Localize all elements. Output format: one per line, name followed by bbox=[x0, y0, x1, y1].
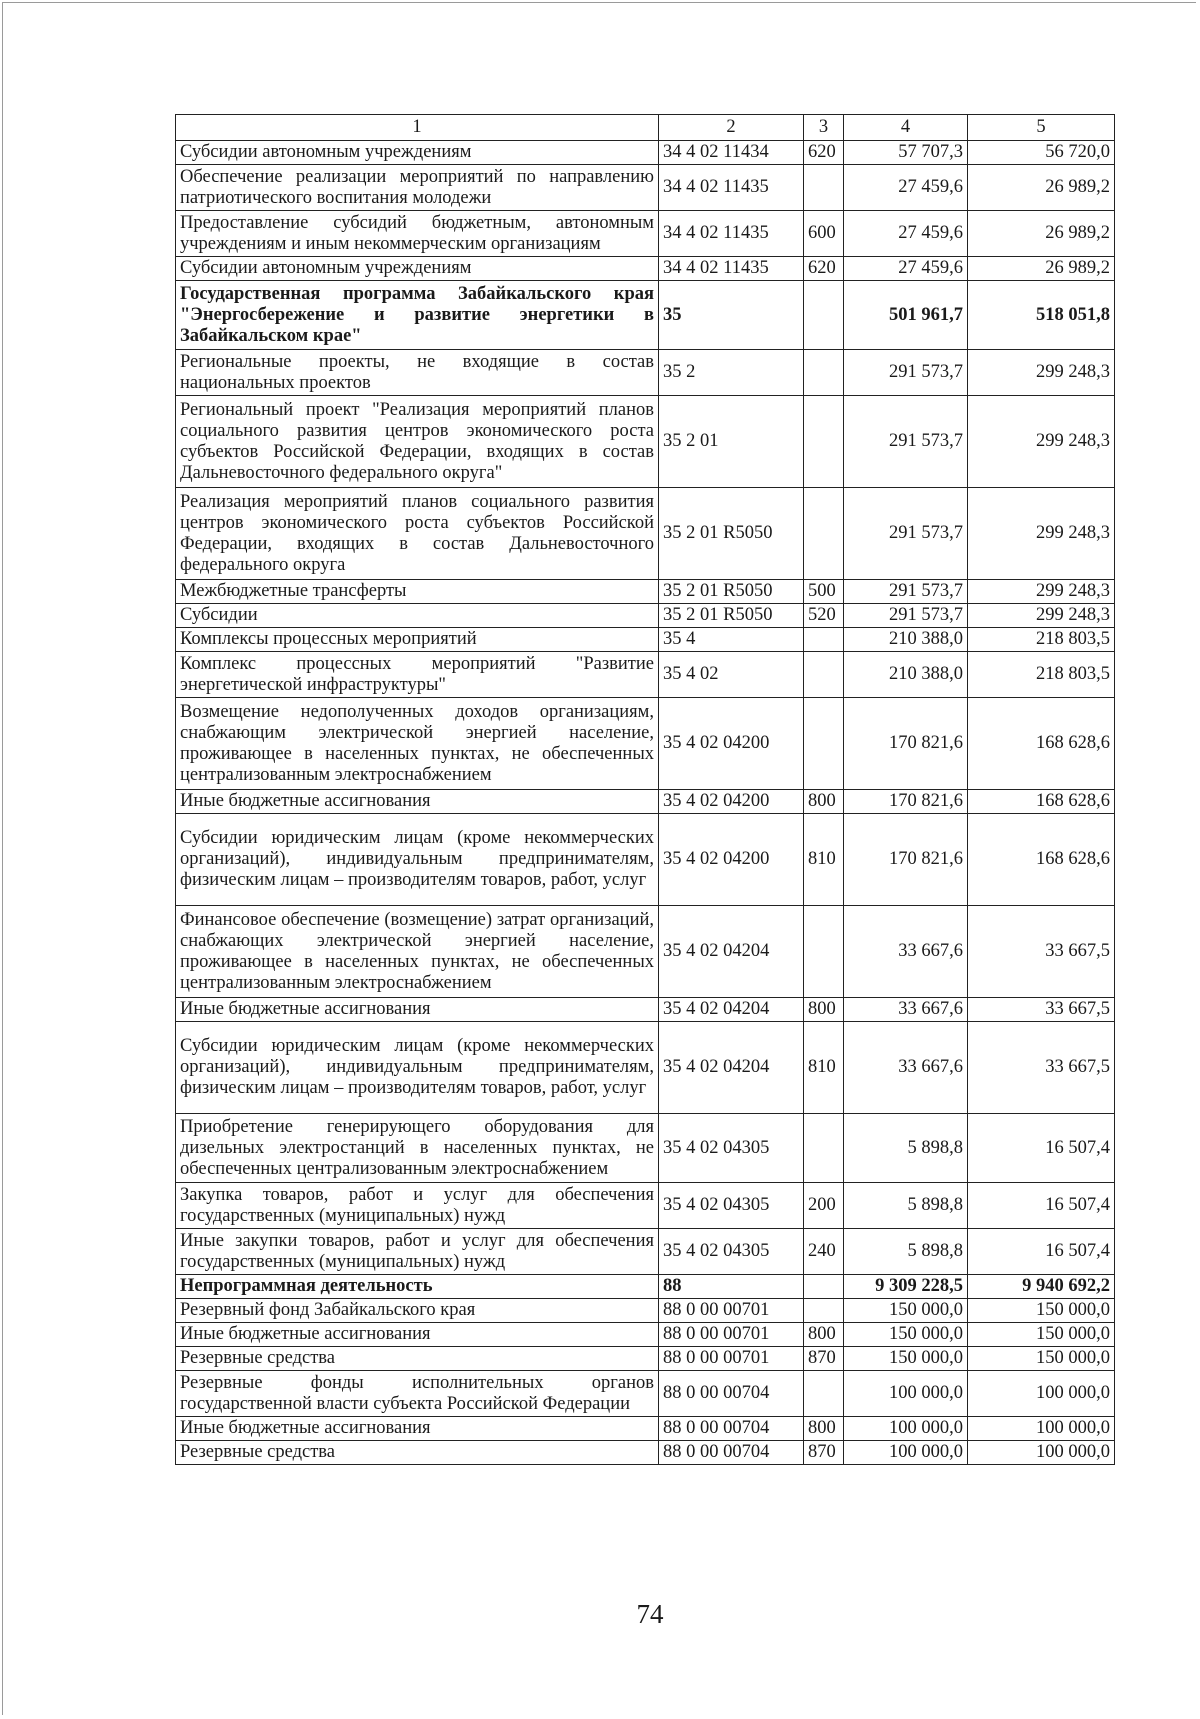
row-value-col4: 100 000,0 bbox=[844, 1417, 968, 1441]
row-name-cell: Обеспечение реализации мероприятий по направлению патриотического воспитания молодежи bbox=[176, 165, 659, 211]
row-name-cell: Непрограммная деятельность bbox=[176, 1275, 659, 1299]
header-col-1: 1 bbox=[176, 115, 659, 141]
row-type-cell: 810 bbox=[804, 1022, 844, 1114]
row-value-col5: 150 000,0 bbox=[968, 1323, 1115, 1347]
table-row bbox=[176, 814, 1115, 906]
header-col-4: 4 bbox=[844, 115, 968, 141]
table-row bbox=[176, 141, 1115, 165]
row-type-cell: 870 bbox=[804, 1347, 844, 1371]
row-value-col4: 291 573,7 bbox=[844, 604, 968, 628]
header-col-2: 2 bbox=[659, 115, 804, 141]
table-row bbox=[176, 628, 1115, 652]
row-value-col5: 218 803,5 bbox=[968, 628, 1115, 652]
row-name-cell: Субсидии автономным учреждениям bbox=[176, 257, 659, 281]
row-code-cell: 34 4 02 11435 bbox=[659, 211, 804, 257]
row-name-cell: Региональный проект "Реализация мероприятий планов социального развития центров экономического роста субъектов Российской Федерации, входящих в состав Дальневосточного федерального округа" bbox=[176, 396, 659, 488]
row-value-col4: 291 573,7 bbox=[844, 396, 968, 488]
row-type-cell bbox=[804, 1371, 844, 1417]
row-type-cell bbox=[804, 165, 844, 211]
row-value-col5: 218 803,5 bbox=[968, 652, 1115, 698]
row-name-cell: Резервные средства bbox=[176, 1347, 659, 1371]
row-name-cell: Иные бюджетные ассигнования bbox=[176, 790, 659, 814]
row-value-col4: 33 667,6 bbox=[844, 998, 968, 1022]
row-value-col5: 33 667,5 bbox=[968, 906, 1115, 998]
row-value-col4: 291 573,7 bbox=[844, 350, 968, 396]
row-name-cell: Субсидии bbox=[176, 604, 659, 628]
row-value-col5: 299 248,3 bbox=[968, 488, 1115, 580]
row-code-cell: 35 4 02 04200 bbox=[659, 814, 804, 906]
row-value-col5: 299 248,3 bbox=[968, 580, 1115, 604]
row-value-col5: 33 667,5 bbox=[968, 998, 1115, 1022]
row-code-cell: 88 0 00 00701 bbox=[659, 1347, 804, 1371]
row-type-cell: 600 bbox=[804, 211, 844, 257]
row-name-cell: Иные закупки товаров, работ и услуг для обеспечения государственных (муниципальных) нужд bbox=[176, 1229, 659, 1275]
row-value-col5: 150 000,0 bbox=[968, 1347, 1115, 1371]
row-name-cell: Иные бюджетные ассигнования bbox=[176, 1417, 659, 1441]
row-code-cell: 35 4 02 04204 bbox=[659, 906, 804, 998]
row-code-cell: 88 0 00 00704 bbox=[659, 1371, 804, 1417]
row-value-col5: 100 000,0 bbox=[968, 1371, 1115, 1417]
row-code-cell: 34 4 02 11434 bbox=[659, 141, 804, 165]
row-value-col5: 168 628,6 bbox=[968, 790, 1115, 814]
row-value-col4: 170 821,6 bbox=[844, 790, 968, 814]
row-value-col5: 150 000,0 bbox=[968, 1299, 1115, 1323]
row-value-col5: 26 989,2 bbox=[968, 211, 1115, 257]
row-value-col4: 5 898,8 bbox=[844, 1114, 968, 1183]
row-code-cell: 35 4 02 bbox=[659, 652, 804, 698]
table-body bbox=[176, 141, 1115, 1465]
row-value-col4: 5 898,8 bbox=[844, 1183, 968, 1229]
row-name-cell: Предоставление субсидий бюджетным, автономным учреждениям и иным некоммерческим организациям bbox=[176, 211, 659, 257]
row-code-cell: 88 0 00 00704 bbox=[659, 1417, 804, 1441]
table-row bbox=[176, 998, 1115, 1022]
row-name-cell: Резервный фонд Забайкальского края bbox=[176, 1299, 659, 1323]
table-row bbox=[176, 1347, 1115, 1371]
row-name-cell: Субсидии автономным учреждениям bbox=[176, 141, 659, 165]
row-name-cell: Комплексы процессных мероприятий bbox=[176, 628, 659, 652]
row-code-cell: 35 4 02 04305 bbox=[659, 1183, 804, 1229]
row-value-col4: 170 821,6 bbox=[844, 698, 968, 790]
row-name-cell: Резервные фонды исполнительных органов государственной власти субъекта Российской Федерации bbox=[176, 1371, 659, 1417]
row-value-col5: 168 628,6 bbox=[968, 698, 1115, 790]
row-value-col5: 168 628,6 bbox=[968, 814, 1115, 906]
row-value-col5: 299 248,3 bbox=[968, 604, 1115, 628]
row-code-cell: 35 2 bbox=[659, 350, 804, 396]
table-row bbox=[176, 1299, 1115, 1323]
row-type-cell bbox=[804, 281, 844, 350]
row-name-cell: Субсидии юридическим лицам (кроме некоммерческих организаций), индивидуальным предпринимателям, физическим лицам – производителям товаров, работ, услуг bbox=[176, 1022, 659, 1114]
table-row bbox=[176, 1441, 1115, 1465]
row-value-col4: 501 961,7 bbox=[844, 281, 968, 350]
row-value-col4: 100 000,0 bbox=[844, 1371, 968, 1417]
row-type-cell: 620 bbox=[804, 257, 844, 281]
row-name-cell: Реализация мероприятий планов социального развития центров экономического роста субъектов Российской Федерации, входящих в состав Дальневосточного федерального округа bbox=[176, 488, 659, 580]
row-name-cell: Комплекс процессных мероприятий "Развитие энергетической инфраструктуры" bbox=[176, 652, 659, 698]
row-type-cell: 800 bbox=[804, 1417, 844, 1441]
row-type-cell bbox=[804, 1275, 844, 1299]
row-name-cell: Межбюджетные трансферты bbox=[176, 580, 659, 604]
row-name-cell: Иные бюджетные ассигнования bbox=[176, 1323, 659, 1347]
row-code-cell: 35 4 bbox=[659, 628, 804, 652]
table-row bbox=[176, 1114, 1115, 1183]
table-row bbox=[176, 165, 1115, 211]
row-type-cell bbox=[804, 1114, 844, 1183]
row-code-cell: 88 0 00 00704 bbox=[659, 1441, 804, 1465]
row-name-cell: Региональные проекты, не входящие в состав национальных проектов bbox=[176, 350, 659, 396]
row-value-col5: 16 507,4 bbox=[968, 1114, 1115, 1183]
row-type-cell: 520 bbox=[804, 604, 844, 628]
row-code-cell: 35 2 01 R5050 bbox=[659, 580, 804, 604]
table-row bbox=[176, 790, 1115, 814]
row-name-cell: Финансовое обеспечение (возмещение) затрат организаций, снабжающих электрической энергией население, проживающее в населенных пунктах, не обеспеченных централизованным электроснабжением bbox=[176, 906, 659, 998]
row-value-col4: 170 821,6 bbox=[844, 814, 968, 906]
row-value-col5: 33 667,5 bbox=[968, 1022, 1115, 1114]
row-name-cell: Возмещение недополученных доходов организациям, снабжающим электрической энергией население, проживающее в населенных пунктах, не обеспеченных централизованным электроснабжением bbox=[176, 698, 659, 790]
row-type-cell: 500 bbox=[804, 580, 844, 604]
table-row bbox=[176, 281, 1115, 350]
row-value-col4: 9 309 228,5 bbox=[844, 1275, 968, 1299]
row-type-cell: 800 bbox=[804, 1323, 844, 1347]
table-row bbox=[176, 906, 1115, 998]
row-type-cell bbox=[804, 350, 844, 396]
table-row bbox=[176, 698, 1115, 790]
row-code-cell: 35 4 02 04204 bbox=[659, 1022, 804, 1114]
table-row bbox=[176, 604, 1115, 628]
row-type-cell bbox=[804, 1299, 844, 1323]
row-value-col4: 27 459,6 bbox=[844, 165, 968, 211]
row-name-cell: Резервные средства bbox=[176, 1441, 659, 1465]
row-type-cell: 620 bbox=[804, 141, 844, 165]
row-type-cell bbox=[804, 488, 844, 580]
table-row bbox=[176, 257, 1115, 281]
row-code-cell: 35 4 02 04204 bbox=[659, 998, 804, 1022]
table-row bbox=[176, 1323, 1115, 1347]
row-value-col5: 299 248,3 bbox=[968, 396, 1115, 488]
table-row bbox=[176, 350, 1115, 396]
row-type-cell: 870 bbox=[804, 1441, 844, 1465]
row-code-cell: 88 0 00 00701 bbox=[659, 1323, 804, 1347]
row-value-col5: 16 507,4 bbox=[968, 1183, 1115, 1229]
row-value-col4: 33 667,6 bbox=[844, 1022, 968, 1114]
table-row bbox=[176, 1275, 1115, 1299]
row-name-cell: Иные бюджетные ассигнования bbox=[176, 998, 659, 1022]
row-value-col4: 27 459,6 bbox=[844, 257, 968, 281]
row-code-cell: 35 4 02 04305 bbox=[659, 1229, 804, 1275]
page-number: 74 bbox=[636, 1599, 664, 1629]
row-type-cell bbox=[804, 652, 844, 698]
row-value-col4: 100 000,0 bbox=[844, 1441, 968, 1465]
row-name-cell: Субсидии юридическим лицам (кроме некоммерческих организаций), индивидуальным предпринимателям, физическим лицам – производителям товаров, работ, услуг bbox=[176, 814, 659, 906]
row-code-cell: 35 bbox=[659, 281, 804, 350]
row-name-cell: Приобретение генерирующего оборудования для дизельных электростанций в населенных пунктах, не обеспеченных централизованным электроснабжением bbox=[176, 1114, 659, 1183]
row-value-col4: 291 573,7 bbox=[844, 488, 968, 580]
row-value-col5: 26 989,2 bbox=[968, 165, 1115, 211]
table-row bbox=[176, 1022, 1115, 1114]
row-type-cell: 240 bbox=[804, 1229, 844, 1275]
table-row bbox=[176, 396, 1115, 488]
header-col-3: 3 bbox=[804, 115, 844, 141]
table-row bbox=[176, 1417, 1115, 1441]
row-code-cell: 34 4 02 11435 bbox=[659, 257, 804, 281]
row-value-col5: 518 051,8 bbox=[968, 281, 1115, 350]
row-value-col5: 9 940 692,2 bbox=[968, 1275, 1115, 1299]
row-type-cell bbox=[804, 628, 844, 652]
row-value-col4: 210 388,0 bbox=[844, 628, 968, 652]
row-value-col4: 291 573,7 bbox=[844, 580, 968, 604]
table-row bbox=[176, 1229, 1115, 1275]
row-code-cell: 88 bbox=[659, 1275, 804, 1299]
row-name-cell: Государственная программа Забайкальского края "Энергосбережение и развитие энергетики в Забайкальском крае" bbox=[176, 281, 659, 350]
row-value-col5: 100 000,0 bbox=[968, 1417, 1115, 1441]
row-value-col5: 56 720,0 bbox=[968, 141, 1115, 165]
row-type-cell bbox=[804, 698, 844, 790]
row-type-cell: 810 bbox=[804, 814, 844, 906]
row-code-cell: 34 4 02 11435 bbox=[659, 165, 804, 211]
row-value-col4: 150 000,0 bbox=[844, 1347, 968, 1371]
row-type-cell: 800 bbox=[804, 998, 844, 1022]
table-row bbox=[176, 211, 1115, 257]
row-name-cell: Закупка товаров, работ и услуг для обеспечения государственных (муниципальных) нужд bbox=[176, 1183, 659, 1229]
row-value-col5: 299 248,3 bbox=[968, 350, 1115, 396]
row-value-col4: 150 000,0 bbox=[844, 1323, 968, 1347]
row-value-col4: 33 667,6 bbox=[844, 906, 968, 998]
header-col-5: 5 bbox=[968, 115, 1115, 141]
row-value-col4: 5 898,8 bbox=[844, 1229, 968, 1275]
table-row bbox=[176, 580, 1115, 604]
row-type-cell: 200 bbox=[804, 1183, 844, 1229]
row-type-cell: 800 bbox=[804, 790, 844, 814]
row-type-cell bbox=[804, 396, 844, 488]
row-value-col4: 210 388,0 bbox=[844, 652, 968, 698]
row-code-cell: 35 4 02 04305 bbox=[659, 1114, 804, 1183]
row-value-col5: 26 989,2 bbox=[968, 257, 1115, 281]
row-value-col4: 57 707,3 bbox=[844, 141, 968, 165]
row-code-cell: 35 2 01 R5050 bbox=[659, 604, 804, 628]
row-value-col5: 16 507,4 bbox=[968, 1229, 1115, 1275]
budget-table bbox=[175, 114, 1115, 1465]
row-value-col4: 150 000,0 bbox=[844, 1299, 968, 1323]
row-code-cell: 35 2 01 bbox=[659, 396, 804, 488]
table-header-row bbox=[176, 115, 1115, 141]
row-value-col4: 27 459,6 bbox=[844, 211, 968, 257]
table-row bbox=[176, 488, 1115, 580]
row-code-cell: 35 2 01 R5050 bbox=[659, 488, 804, 580]
table-row bbox=[176, 1371, 1115, 1417]
row-type-cell bbox=[804, 906, 844, 998]
row-code-cell: 88 0 00 00701 bbox=[659, 1299, 804, 1323]
table-row bbox=[176, 1183, 1115, 1229]
row-value-col5: 100 000,0 bbox=[968, 1441, 1115, 1465]
table-row bbox=[176, 652, 1115, 698]
row-code-cell: 35 4 02 04200 bbox=[659, 790, 804, 814]
row-code-cell: 35 4 02 04200 bbox=[659, 698, 804, 790]
